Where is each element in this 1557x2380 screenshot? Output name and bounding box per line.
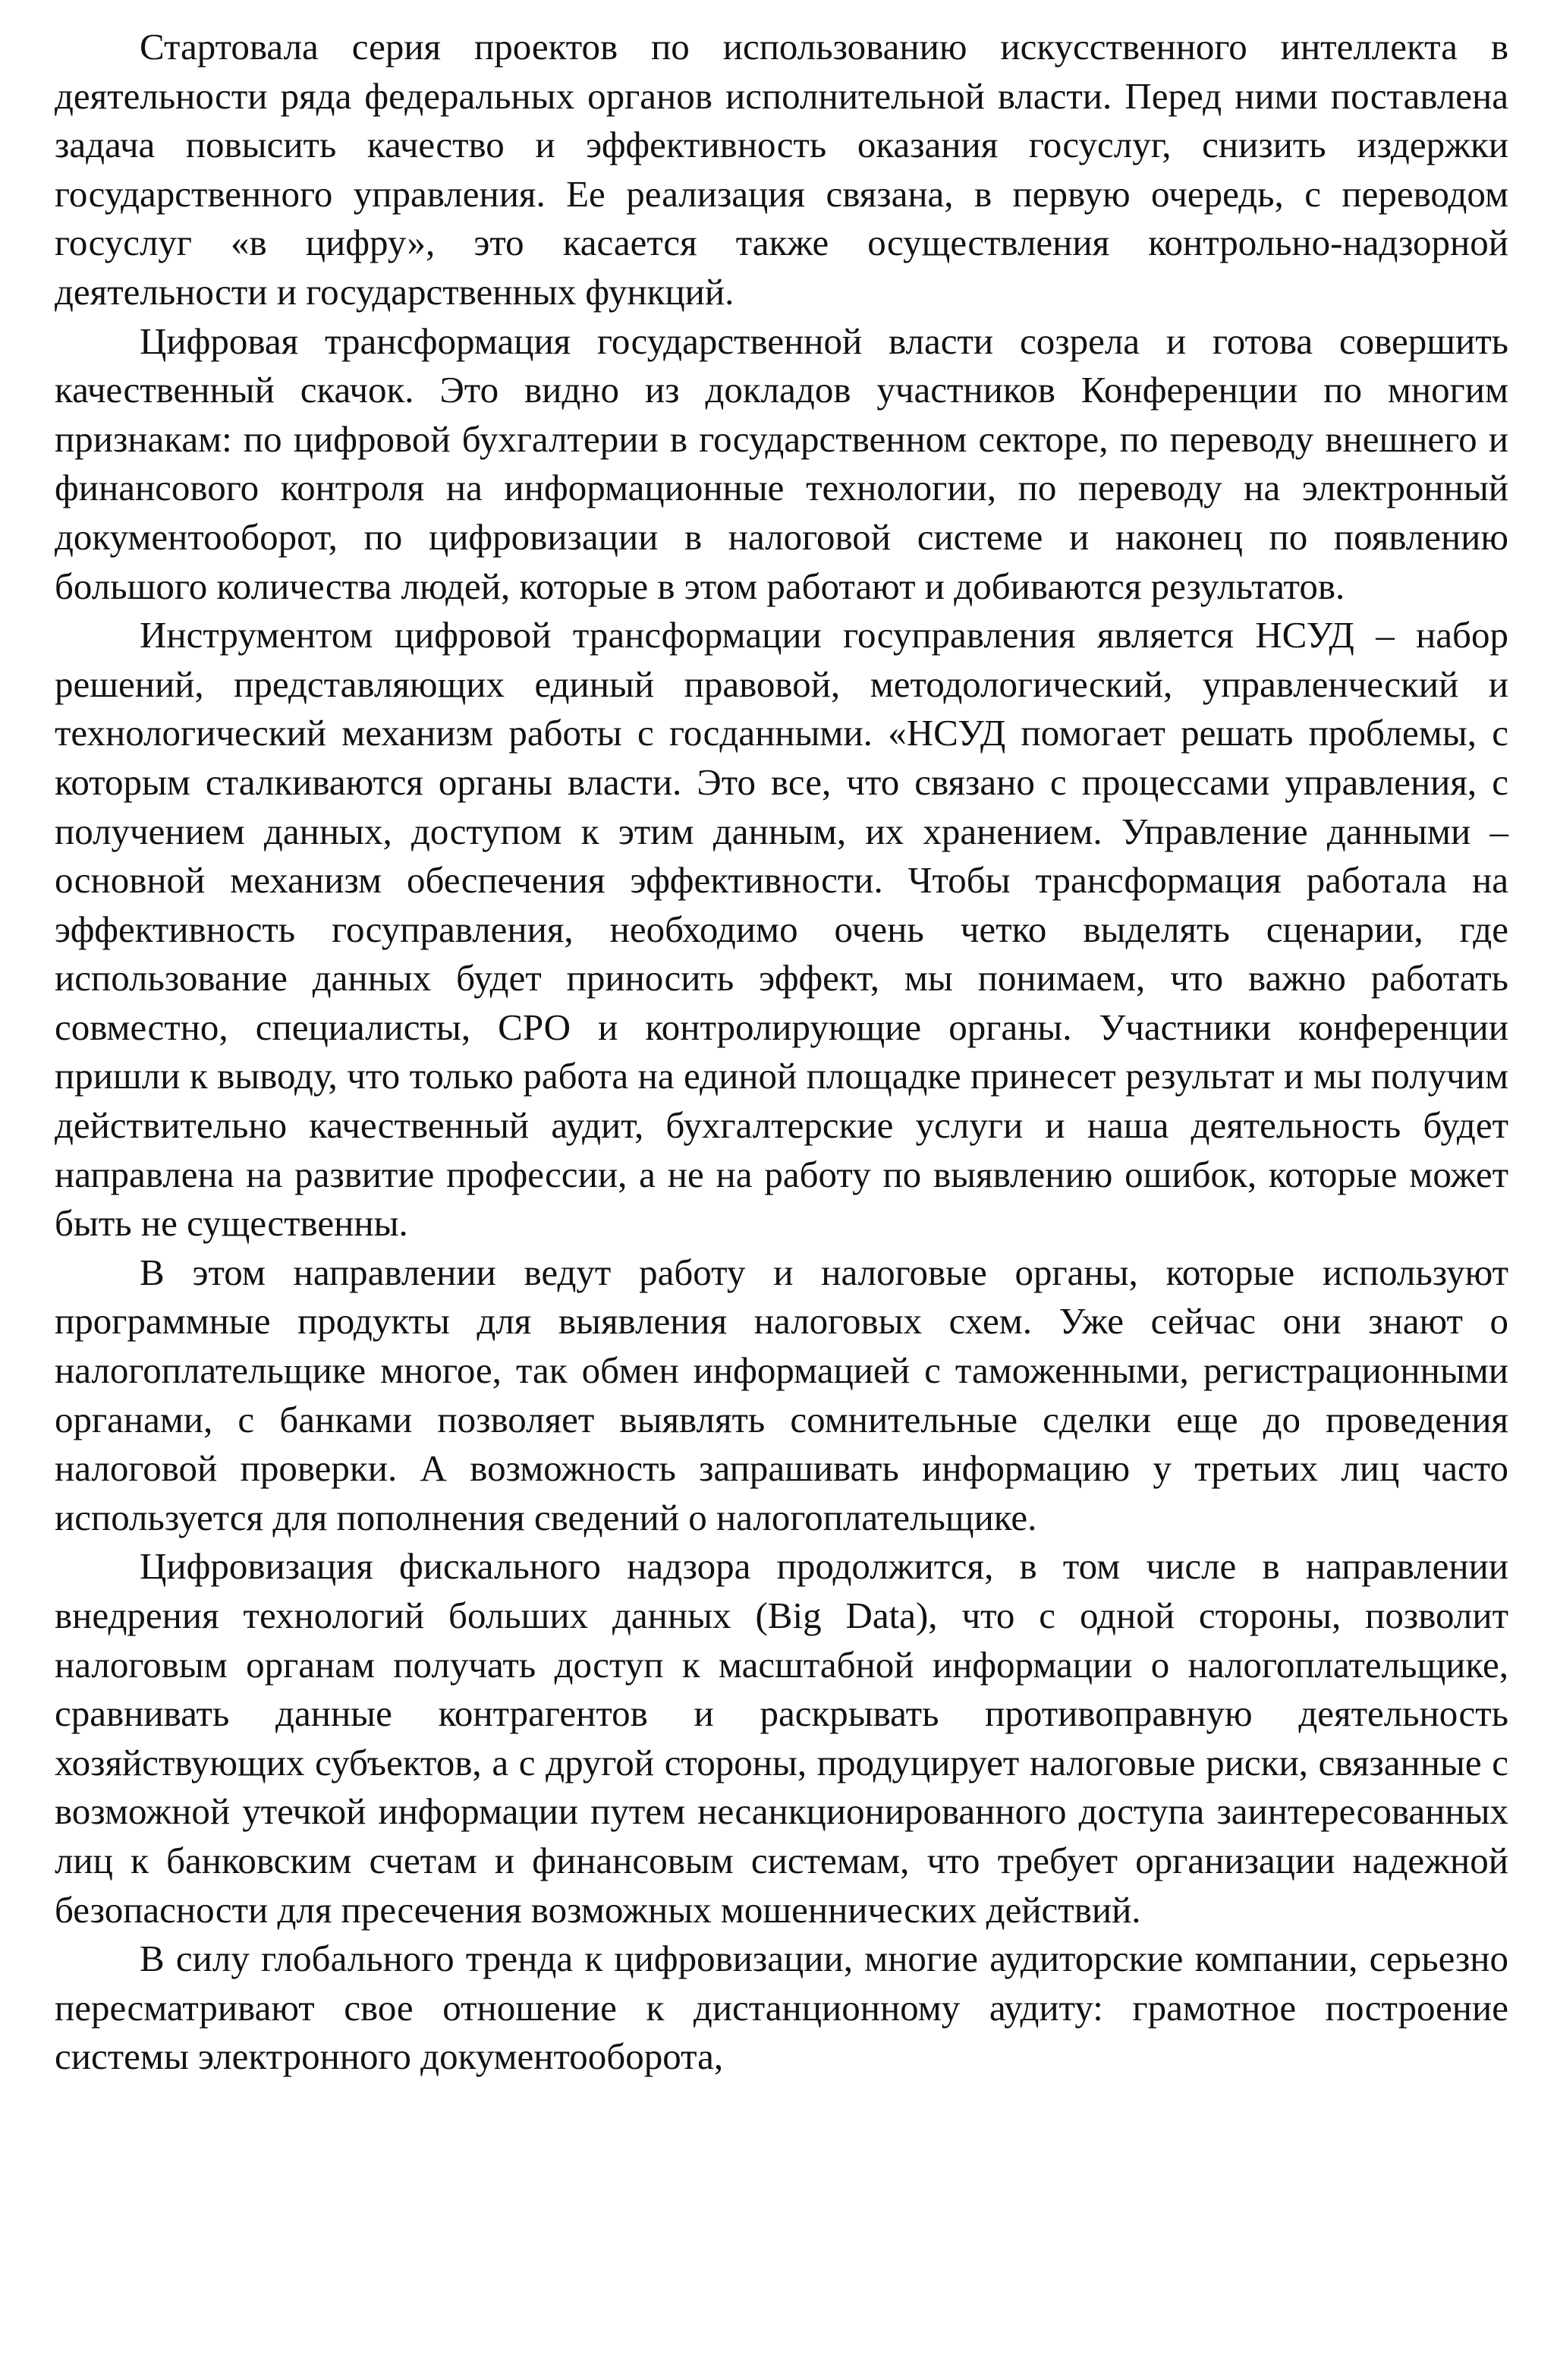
paragraph-digital-transformation: Цифровая трансформация государственной власти созрела и готова совершить качественный скачок. Это видно из докладов участников Конференции по многим признакам: по цифровой бухгалтерии в государственном секторе, по переводу внешнего и финансового контроля на информационные технологии, по переводу на электронный документооборот, по цифровизации в налоговой системе и наконец по появлению большого количества людей, которые в этом работают и добиваются результатов. <box>55 320 1508 607</box>
paragraph-fiscal-supervision: Цифровизация фискального надзора продолжится, в том числе в направлении внедрения технологий больших данных (Big Data), что с одной стороны, позволит налоговым органам получать доступ к масштабной информации о налогоплательщике, сравнивать данные контрагентов и раскрывать противоправную деятельность хозяйствующих субъектов, а с другой стороны, продуцирует налоговые риски, связанные с возможной утечкой информации путем несанкционированного доступа заинтересованных лиц к банковским счетам и финансовым системам, что требует организации надежной безопасности для пресечения возможных мошеннических действий. <box>55 1545 1508 1931</box>
document-page <box>55 23 1508 2082</box>
paragraph-audit-companies: В силу глобального тренда к цифровизации, многие аудиторские компании, серьезно пересматривают свое отношение к дистанционному аудиту: грамотное построение системы электронного документооборота, <box>55 1938 1508 2078</box>
paragraph-nsud: Инструментом цифровой трансформации госуправления является НСУД – набор решений, представляющих единый правовой, методологический, управленческий и технологический механизм работы с госданными. «НСУД помогает решать проблемы, с которым сталкиваются органы власти. Это все, что связано с процессами управления, с получением данных, доступом к этим данным, их хранением. Управление данными – основной механизм обеспечения эффективности. Чтобы трансформация работала на эффективность госуправления, необходимо очень четко выделять сценарии, где использование данных будет приносить эффект, мы понимаем, что важно работать совместно, специалисты, СРО и контролирующие органы. Участники конференции пришли к выводу, что только работа на единой площадке принесет результат и мы получим действительно качественный аудит, бухгалтерские услуги и наша деятельность будет направлена на развитие профессии, а не на работу по выявлению ошибок, которые может быть не существенны. <box>55 614 1508 1245</box>
paragraph-ai-projects: Стартовала серия проектов по использованию искусственного интеллекта в деятельности ряда федеральных органов исполнительной власти. Перед ними поставлена задача повысить качество и эффективность оказания госуслуг, снизить издержки государственного управления. Ее реализация связана, в первую очередь, с переводом госуслуг «в цифру», это касается также осуществления контрольно-надзорной деятельности и государственных функций. <box>55 26 1508 313</box>
paragraph-tax-authorities: В этом направлении ведут работу и налоговые органы, которые используют программные продукты для выявления налоговых схем. Уже сейчас они знают о налогоплательщике многое, так обмен информацией с таможенными, регистрационными органами, с банками позволяет выявлять сомнительные сделки еще до проведения налоговой проверки. А возможность запрашивать информацию у третьих лиц часто используется для пополнения сведений о налогоплательщике. <box>55 1251 1508 1538</box>
